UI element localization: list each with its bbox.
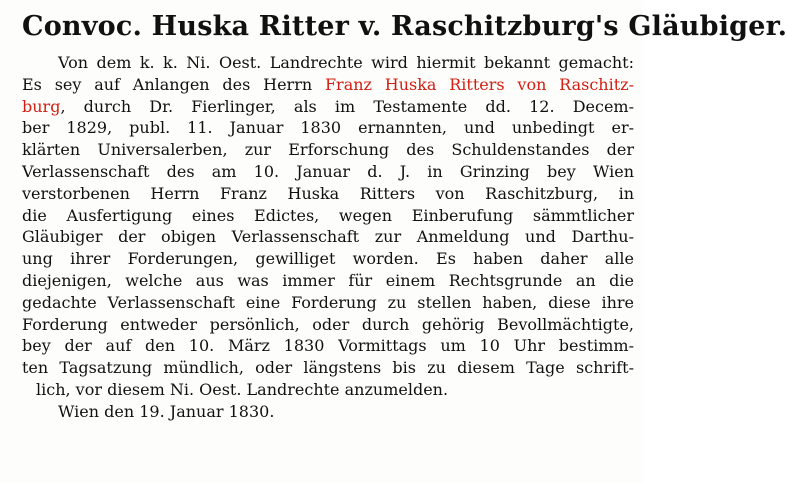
body-line-10: ung ihrer Forderungen, gewilliget worden. Es haben daher alle bbox=[22, 249, 634, 269]
body-line-5: klärten Universalerben, zur Erforschung des Schuldenstandes der bbox=[22, 140, 634, 160]
body-line-14: bey der auf den 10. März 1830 Vormittags um 10 Uhr bestimm- bbox=[22, 336, 634, 356]
body-line-16: lich, vor diesem Ni. Oest. Landrechte anzumelden. bbox=[36, 379, 449, 399]
body-line-4: ber 1829, publ. 11. Januar 1830 ernannten, und unbedingt er- bbox=[22, 118, 634, 138]
body-line-6: Verlassenschaft des am 10. Januar d. J. in Grinzing bey Wien bbox=[22, 161, 634, 181]
body-line-9: Gläubiger der obigen Verlassenschaft zur Anmeldung und Darthu- bbox=[22, 227, 634, 247]
body-line-8: die Ausfertigung eines Edictes, wegen Einberufung sämmtlicher bbox=[22, 205, 634, 225]
highlighted-name: Franz Huska Ritters von Raschitz- bbox=[324, 74, 634, 94]
body-line-1: Von dem k. k. Ni. Oest. Landrechte wird hiermit bekannt gemacht: bbox=[58, 53, 634, 72]
body-line-7: verstorbenen Herrn Franz Huska Ritters von Raschitzburg, in bbox=[22, 183, 634, 203]
body-line-3: burg, durch Dr. Fierlinger, als im Testamente dd. 12. Decem- bbox=[22, 96, 634, 116]
signoff-line: Wien den 19. Januar 1830. bbox=[58, 401, 275, 421]
body-line-12: gedachte Verlassenschaft eine Forderung zu stellen haben, diese ihre bbox=[22, 292, 634, 312]
body-line-13: Forderung entweder persönlich, oder durch gehörig Bevollmächtigte, bbox=[22, 314, 634, 334]
body-line-15: ten Tagsatzung mündlich, oder längstens bis zu diesem Tage schrift- bbox=[22, 358, 634, 378]
body-line-11: diejenigen, welche aus was immer für einem Rechtsgrunde an die bbox=[22, 270, 634, 290]
body-line-2: Es sey auf Anlangen des Herrn Franz Huska Ritters von Raschitz- bbox=[22, 74, 634, 94]
highlighted-name-continued: burg bbox=[22, 96, 61, 116]
document-body bbox=[22, 52, 634, 423]
document-title: Convoc. Huska Ritter v. Raschitzburg's Gläubiger. bbox=[22, 11, 787, 42]
